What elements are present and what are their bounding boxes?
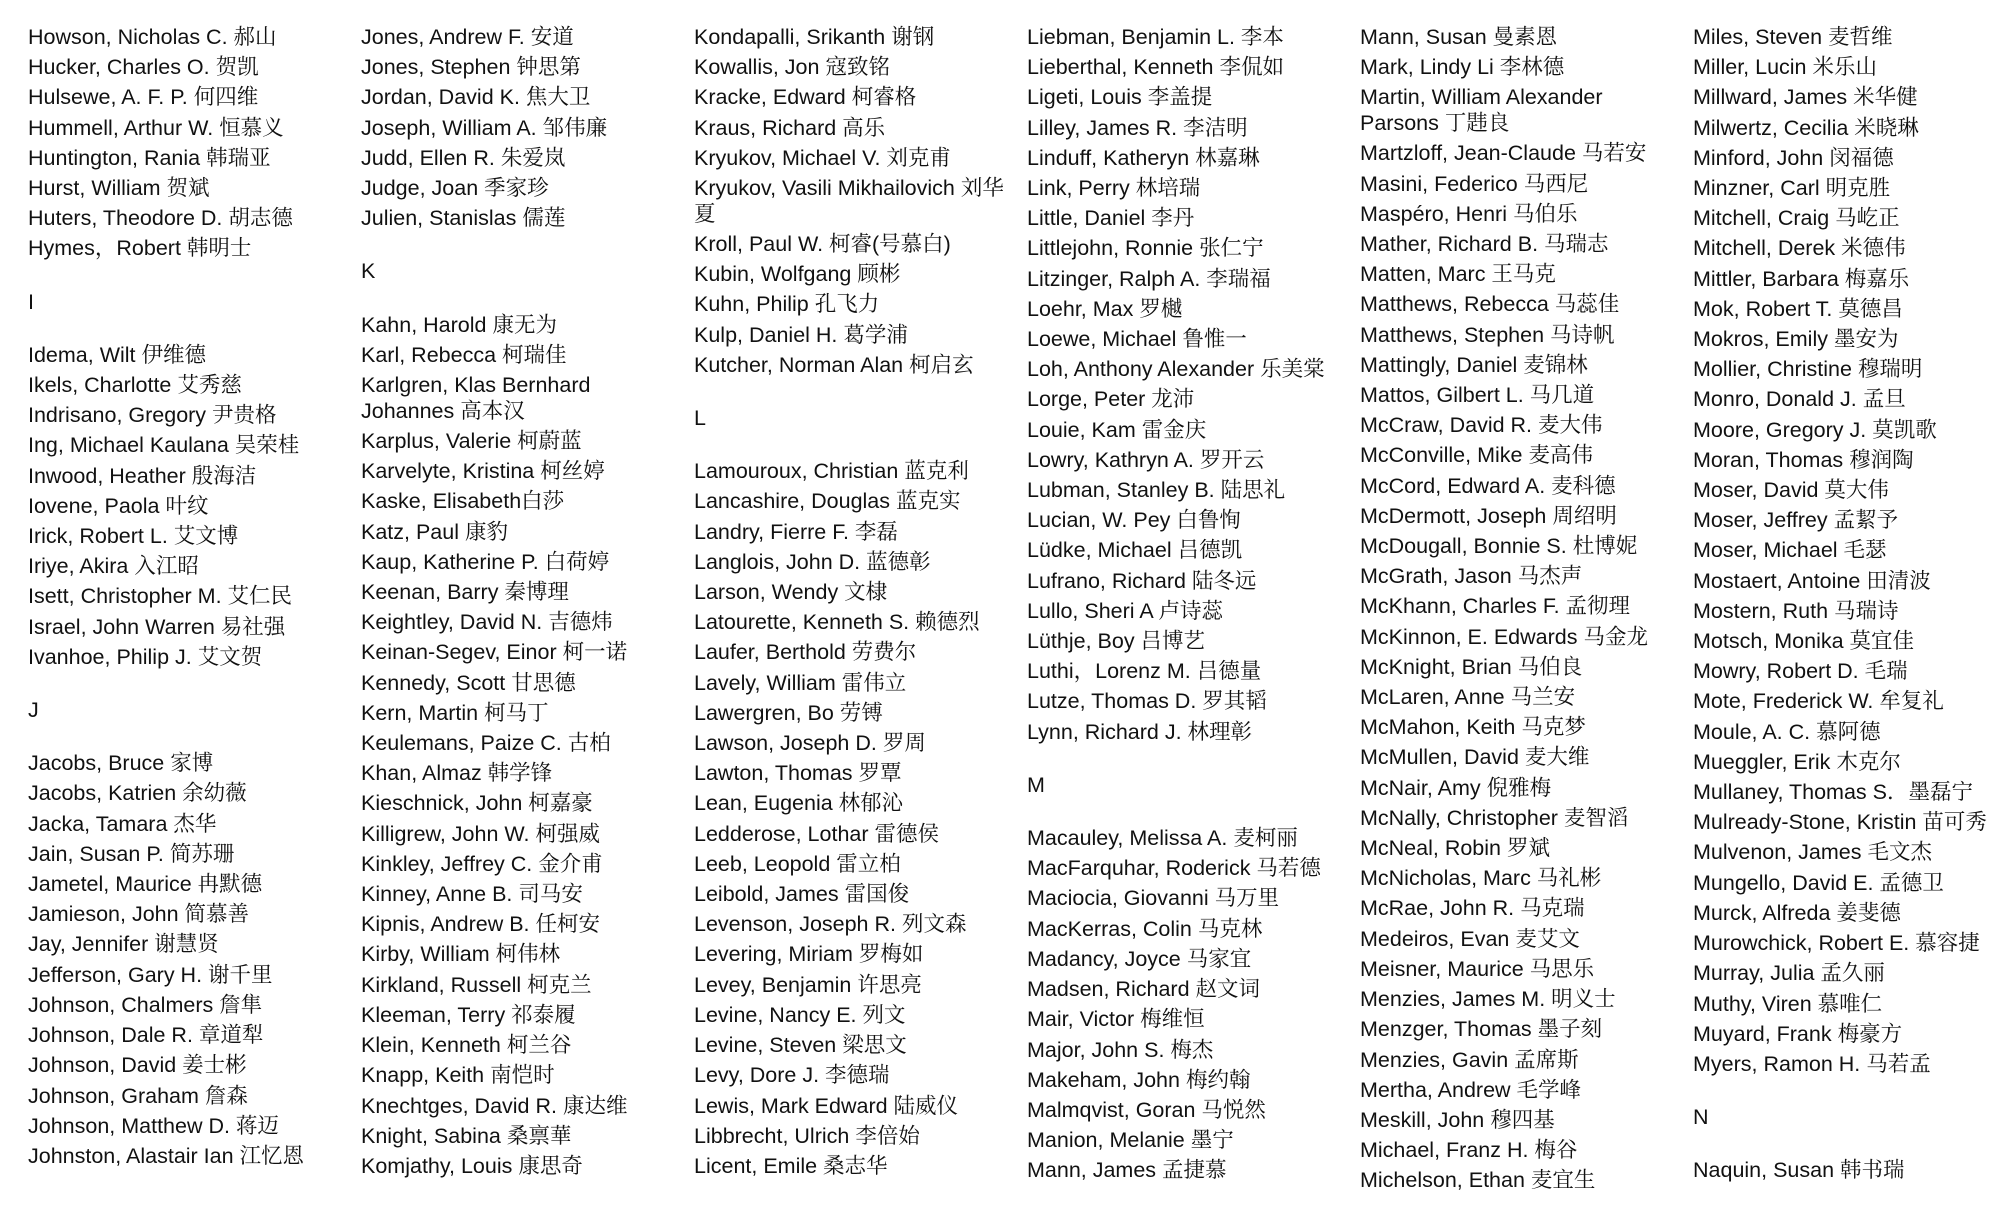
index-entry: Ligeti, Louis 李盖提 [1027, 85, 1213, 110]
index-entry: Louie, Kam 雷金庆 [1027, 417, 1207, 442]
index-entry: Moser, Jeffrey 孟絜予 [1693, 508, 1899, 533]
index-entry: Minzner, Carl 明克胜 [1693, 176, 1891, 201]
index-entry: Miles, Steven 麦哲维 [1693, 25, 1893, 49]
index-entry: Milwertz, Cecilia 米晓琳 [1693, 115, 1919, 140]
index-entry: McMahon, Keith 马克梦 [1360, 715, 1586, 740]
index-entry: Lüthje, Boy 吕博艺 [1027, 629, 1206, 654]
index-entry: Mertha, Andrew 毛学峰 [1360, 1077, 1582, 1102]
index-entry: Karlgren, Klas Bernhard Johannes 高本汉 [361, 373, 591, 424]
index-entry: Menzger, Thomas 墨子刻 [1360, 1017, 1603, 1042]
index-entry: Hymes，Robert 韩明士 [28, 236, 252, 261]
index-entry: Klein, Kenneth 柯兰谷 [361, 1033, 572, 1058]
index-entry: Mark, Lindy Li 李林德 [1360, 55, 1565, 80]
section-letter: K [361, 259, 376, 284]
index-entry: Lamouroux, Christian 蓝克利 [694, 459, 969, 484]
index-entry: Loehr, Max 罗樾 [1027, 296, 1183, 321]
index-entry: Julien, Stanislas 儒莲 [361, 206, 566, 231]
section-letter: N [1693, 1105, 1709, 1130]
index-entry: Keinan-Segev, Einor 柯一诺 [361, 640, 628, 665]
index-column-2 [361, 22, 694, 1224]
index-entry: Judd, Ellen R. 朱爱岚 [361, 145, 566, 170]
index-entry: Lavely, William 雷伟立 [694, 670, 907, 695]
index-entry: Lorge, Peter 龙沛 [1027, 387, 1195, 412]
index-entry: Lawson, Joseph D. 罗周 [694, 731, 926, 756]
index-entry: Mostaert, Antoine 田清波 [1693, 568, 1931, 593]
index-entry: Ikels, Charlotte 艾秀慈 [28, 373, 242, 398]
index-entry: Malmqvist, Goran 马悦然 [1027, 1097, 1266, 1122]
index-entry: Kern, Martin 柯马丁 [361, 700, 549, 725]
index-entry: Mather, Richard B. 马瑞志 [1360, 232, 1609, 257]
index-entry: Moser, Michael 毛瑟 [1693, 538, 1887, 563]
index-entry: Jones, Stephen 钟思第 [361, 55, 581, 80]
index-entry: Mulready-Stone, Kristin 苗可秀 [1693, 810, 1987, 835]
index-entry: McDermott, Joseph 周绍明 [1360, 503, 1617, 528]
index-entry: Levering, Miriam 罗梅如 [694, 942, 924, 967]
index-entry: Johnson, Chalmers 詹隼 [28, 992, 263, 1017]
index-entry: Martin, William Alexander Parsons 丁韪良 [1360, 85, 1603, 136]
index-entry: Maciocia, Giovanni 马万里 [1027, 886, 1280, 911]
index-entry: Michelson, Ethan 麦宜生 [1360, 1168, 1596, 1193]
index-entry: Mann, Susan 曼素恩 [1360, 25, 1558, 49]
index-entry: Irick, Robert L. 艾文博 [28, 524, 239, 549]
index-entry: Hucker, Charles O. 贺凯 [28, 55, 259, 80]
index-entry: Macauley, Melissa A. 麦柯丽 [1027, 826, 1298, 851]
index-column-1 [28, 22, 361, 1224]
index-entry: Lutze, Thomas D. 罗其韬 [1027, 689, 1267, 714]
index-entry: Kraus, Richard 高乐 [694, 115, 886, 140]
index-entry: Karplus, Valerie 柯蔚蓝 [361, 429, 582, 454]
index-entry: Kaske, Elisabeth白莎 [361, 489, 565, 514]
index-entry: Litzinger, Ralph A. 李瑞福 [1027, 266, 1271, 291]
index-entry: McNeal, Robin 罗斌 [1360, 836, 1550, 861]
index-entry: Karvelyte, Kristina 柯丝婷 [361, 459, 605, 484]
index-entry: Murray, Julia 孟久丽 [1693, 961, 1885, 986]
index-entry: Kulp, Daniel H. 葛学浦 [694, 322, 908, 347]
index-entry: Myers, Ramon H. 马若孟 [1693, 1051, 1931, 1076]
index-entry: Lullo, Sheri A 卢诗蕊 [1027, 598, 1223, 623]
index-entry: Mair, Victor 梅维恒 [1027, 1007, 1205, 1032]
index-entry: Lawergren, Bo 劳镈 [694, 700, 883, 725]
index-entry: Judge, Joan 季家珍 [361, 176, 549, 201]
index-entry: McCord, Edward A. 麦科德 [1360, 473, 1616, 498]
index-entry: Langlois, John D. 蓝德彰 [694, 549, 931, 574]
index-entry: Lubman, Stanley B. 陆思礼 [1027, 478, 1286, 503]
index-entry: McGrath, Jason 马杰声 [1360, 564, 1583, 589]
index-entry: Lowry, Kathryn A. 罗开云 [1027, 447, 1265, 472]
index-entry: Komjathy, Louis 康思奇 [361, 1153, 583, 1178]
section-letter: M [1027, 772, 1045, 797]
index-entry: Latourette, Kenneth S. 赖德烈 [694, 610, 980, 635]
index-entry: Jay, Jennifer 谢慧贤 [28, 932, 219, 957]
index-entry: McLaren, Anne 马兰安 [1360, 685, 1576, 710]
index-entry: Lüdke, Michael 吕德凯 [1027, 538, 1243, 563]
index-entry: Moule, A. C. 慕阿德 [1693, 719, 1881, 744]
index-entry: Minford, John 闵福德 [1693, 145, 1894, 170]
index-entry: Mungello, David E. 孟德卫 [1693, 870, 1944, 895]
index-entry: Knechtges, David R. 康达维 [361, 1093, 628, 1118]
index-entry: Jain, Susan P. 简苏珊 [28, 841, 235, 866]
index-entry: Mueggler, Erik 木克尔 [1693, 749, 1901, 774]
index-entry: Moran, Thomas 穆润陶 [1693, 447, 1914, 472]
index-entry: Masini, Federico 马西尼 [1360, 171, 1589, 196]
index-entry: Mowry, Robert D. 毛瑞 [1693, 659, 1908, 684]
index-entry: MacKerras, Colin 马克林 [1027, 916, 1263, 941]
index-entry: Mostern, Ruth 马瑞诗 [1693, 598, 1899, 623]
index-entry: Huters, Theodore D. 胡志德 [28, 206, 293, 231]
section-letter: I [28, 289, 34, 314]
index-entry: Little, Daniel 李丹 [1027, 206, 1195, 231]
index-entry: Muthy, Viren 慕唯仁 [1693, 991, 1883, 1016]
index-entry: McKhann, Charles F. 孟彻理 [1360, 594, 1631, 619]
index-entry: Idema, Wilt 伊维德 [28, 342, 206, 367]
index-entry: Isett, Christopher M. 艾仁民 [28, 584, 293, 609]
index-entry: Medeiros, Evan 麦艾文 [1360, 926, 1580, 951]
index-entry: Ledderose, Lothar 雷德侯 [694, 821, 939, 846]
index-entry: Iovene, Paola 叶纹 [28, 493, 209, 518]
index-entry: Iriye, Akira 入江昭 [28, 554, 199, 579]
index-entry: Madsen, Richard 赵文词 [1027, 977, 1260, 1002]
index-entry: Huntington, Rania 韩瑞亚 [28, 145, 271, 170]
index-entry: Jamieson, John 简慕善 [28, 902, 250, 927]
index-entry: Kipnis, Andrew B. 任柯安 [361, 912, 600, 937]
index-entry: Mattingly, Daniel 麦锦林 [1360, 352, 1588, 377]
index-entry: McKinnon, E. Edwards 马金龙 [1360, 624, 1648, 649]
index-entry: Kleeman, Terry 祁泰履 [361, 1002, 576, 1027]
index-entry: McDougall, Bonnie S. 杜博妮 [1360, 534, 1638, 559]
index-entry: Kinkley, Jeffrey C. 金介甫 [361, 851, 603, 876]
index-entry: Kirby, William 柯伟林 [361, 942, 561, 967]
index-entry: McCraw, David R. 麦大伟 [1360, 413, 1603, 438]
index-entry: Mann, James 孟捷慕 [1027, 1158, 1227, 1183]
index-entry: Leeb, Leopold 雷立柏 [694, 851, 901, 876]
index-entry: Killigrew, John W. 柯强威 [361, 821, 600, 846]
index-entry: McNicholas, Marc 马礼彬 [1360, 866, 1602, 891]
index-entry: Johnston, Alastair Ian 江忆恩 [28, 1143, 305, 1168]
index-entry: Jacka, Tamara 杰华 [28, 811, 217, 836]
index-entry: Moser, David 莫大伟 [1693, 478, 1889, 503]
index-entry: Knapp, Keith 南恺时 [361, 1063, 555, 1088]
index-entry: Matten, Marc 王马克 [1360, 262, 1556, 287]
index-entry: Loewe, Michael 鲁惟一 [1027, 327, 1247, 352]
index-column-6 [1693, 22, 2014, 1224]
index-entry: Kirkland, Russell 柯克兰 [361, 972, 592, 997]
index-entry: Loh, Anthony Alexander 乐美棠 [1027, 357, 1325, 382]
index-entry: Matthews, Stephen 马诗帆 [1360, 322, 1615, 347]
index-entry: Manion, Melanie 墨宁 [1027, 1128, 1234, 1153]
index-entry: Landry, Fierre F. 李磊 [694, 519, 898, 544]
index-entry: Leibold, James 雷国俊 [694, 882, 910, 907]
index-entry: Kaup, Katherine P. 白荷婷 [361, 549, 610, 574]
index-entry: Ivanhoe, Philip J. 艾文贺 [28, 644, 263, 669]
index-entry: Lufrano, Richard 陆冬远 [1027, 568, 1257, 593]
index-entry: Johnson, Graham 詹森 [28, 1083, 248, 1108]
index-entry: Lancashire, Douglas 蓝克实 [694, 489, 961, 514]
index-entry: Lilley, James R. 李洁明 [1027, 115, 1248, 140]
index-entry: McMullen, David 麦大维 [1360, 745, 1590, 770]
index-entry: Matthews, Rebecca 马蕊佳 [1360, 292, 1620, 317]
index-entry: Kieschnick, John 柯嘉豪 [361, 791, 593, 816]
index-entry: Levy, Dore J. 李德瑞 [694, 1063, 890, 1088]
index-entry: Johnson, Dale R. 章道犁 [28, 1023, 264, 1048]
index-entry: Hummell, Arthur W. 恒慕义 [28, 115, 284, 140]
index-entry: Mollier, Christine 穆瑞明 [1693, 357, 1923, 382]
index-entry: Knight, Sabina 桑禀華 [361, 1123, 572, 1148]
index-entry: Lawton, Thomas 罗覃 [694, 761, 902, 786]
index-entry: Moore, Gregory J. 莫凯歌 [1693, 417, 1937, 442]
index-entry: Jefferson, Gary H. 谢千里 [28, 962, 273, 987]
index-entry: McKnight, Brian 马伯良 [1360, 654, 1583, 679]
index-entry: Lieberthal, Kenneth 李侃如 [1027, 55, 1284, 80]
index-entry: Larson, Wendy 文棣 [694, 580, 888, 605]
index-entry: Kuhn, Philip 孔飞力 [694, 292, 880, 317]
index-entry: Kahn, Harold 康无为 [361, 312, 557, 337]
index-entry: Keenan, Barry 秦博理 [361, 580, 569, 605]
index-entry: Hurst, William 贺斌 [28, 176, 210, 201]
index-entry: Jametel, Maurice 冉默德 [28, 872, 263, 897]
index-entry: Joseph, William A. 邹伟廉 [361, 115, 608, 140]
index-entry: Menzies, Gavin 孟席斯 [1360, 1047, 1579, 1072]
index-entry: Luthi，Lorenz M. 吕德量 [1027, 659, 1262, 684]
index-entry: McRae, John R. 马克瑞 [1360, 896, 1585, 921]
index-entry: Khan, Almaz 韩学锋 [361, 761, 553, 786]
section-letter: J [28, 698, 39, 723]
index-entry: Karl, Rebecca 柯瑞佳 [361, 342, 567, 367]
index-entry: Monro, Donald J. 孟旦 [1693, 387, 1906, 412]
index-entry: Kubin, Wolfgang 顾彬 [694, 262, 901, 287]
index-entry: Howson, Nicholas C. 郝山 [28, 25, 277, 49]
index-entry: Kryukov, Michael V. 刘克甫 [694, 145, 951, 170]
index-entry: Hulsewe, A. F. P. 何四维 [28, 85, 259, 110]
index-entry: Mittler, Barbara 梅嘉乐 [1693, 266, 1910, 291]
index-entry: Motsch, Monika 莫宜佳 [1693, 629, 1915, 654]
index-entry: Johnson, David 姜士彬 [28, 1053, 247, 1078]
index-entry: Mitchell, Craig 马屹正 [1693, 206, 1900, 231]
index-entry: McNally, Christopher 麦智滔 [1360, 805, 1629, 830]
index-entry: Murck, Alfreda 姜斐德 [1693, 900, 1901, 925]
index-entry: Kryukov, Vasili Mikhailovich 刘华夏 [694, 176, 1004, 227]
index-entry: Lynn, Richard J. 林理彰 [1027, 719, 1253, 744]
index-entry: MacFarquhar, Roderick 马若德 [1027, 856, 1321, 881]
index-entry: Michael, Franz H. 梅谷 [1360, 1138, 1578, 1163]
index-entry: McConville, Mike 麦高伟 [1360, 443, 1593, 468]
section-letter: L [694, 406, 706, 431]
index-entry: Miller, Lucin 米乐山 [1693, 55, 1877, 80]
index-entry: Muyard, Frank 梅豪方 [1693, 1021, 1903, 1046]
index-column-5 [1360, 22, 1693, 1224]
index-entry: Mok, Robert T. 莫德昌 [1693, 296, 1903, 321]
index-entry: Lean, Eugenia 林郁沁 [694, 791, 904, 816]
index-entry: Jacobs, Bruce 家博 [28, 751, 214, 776]
index-column-3 [694, 22, 1027, 1224]
index-entry: Meskill, John 穆四基 [1360, 1107, 1555, 1132]
index-entry: Mattos, Gilbert L. 马几道 [1360, 383, 1595, 408]
index-entry: Martzloff, Jean-Claude 马若安 [1360, 141, 1647, 166]
index-entry: Jones, Andrew F. 安道 [361, 25, 574, 49]
index-entry: Indrisano, Gregory 尹贵格 [28, 403, 277, 428]
index-entry: Kroll, Paul W. 柯睿(号慕白) [694, 232, 951, 257]
index-entry: Meisner, Maurice 马思乐 [1360, 956, 1595, 981]
index-entry: Levenson, Joseph R. 列文森 [694, 912, 967, 937]
index-entry: Laufer, Berthold 劳费尔 [694, 640, 917, 665]
index-entry: Kutcher, Norman Alan 柯启玄 [694, 352, 974, 377]
index-column-4 [1027, 22, 1360, 1224]
index-entry: Millward, James 米华健 [1693, 85, 1918, 110]
index-entry: Link, Perry 林培瑞 [1027, 176, 1201, 201]
index-entry: Ing, Michael Kaulana 吴荣桂 [28, 433, 300, 458]
index-entry: Maspéro, Henri 马伯乐 [1360, 201, 1578, 226]
index-entry: Littlejohn, Ronnie 张仁宁 [1027, 236, 1264, 261]
index-entry: Major, John S. 梅杰 [1027, 1037, 1214, 1062]
index-entry: Libbrecht, Ulrich 李倍始 [694, 1123, 920, 1148]
index-entry: Linduff, Katheryn 林嘉琳 [1027, 145, 1260, 170]
index-entry: Kennedy, Scott 甘思德 [361, 670, 576, 695]
index-entry: Lucian, W. Pey 白鲁恂 [1027, 508, 1241, 533]
index-entry: Johnson, Matthew D. 蒋迈 [28, 1113, 279, 1138]
index-entry: Mokros, Emily 墨安为 [1693, 327, 1899, 352]
index-entry: Liebman, Benjamin L. 李本 [1027, 25, 1284, 49]
index-entry: Levine, Steven 梁思文 [694, 1033, 907, 1058]
index-entry: Jordan, David K. 焦大卫 [361, 85, 591, 110]
index-entry: Mote, Frederick W. 牟复礼 [1693, 689, 1944, 714]
index-entry: Katz, Paul 康豹 [361, 519, 508, 544]
index-entry: Kracke, Edward 柯睿格 [694, 85, 917, 110]
index-entry: Lewis, Mark Edward 陆威仪 [694, 1093, 959, 1118]
index-entry: Keulemans, Paize C. 古柏 [361, 731, 611, 756]
index-entry: Murowchick, Robert E. 慕容捷 [1693, 931, 1980, 956]
index-entry: Israel, John Warren 易社强 [28, 614, 286, 639]
index-entry: Kinney, Anne B. 司马安 [361, 882, 583, 907]
index-entry: Keightley, David N. 吉德炜 [361, 610, 613, 635]
index-entry: Inwood, Heather 殷海洁 [28, 463, 257, 488]
index-entry: McNair, Amy 倪雅梅 [1360, 775, 1552, 800]
index-entry: Mitchell, Derek 米德伟 [1693, 236, 1906, 261]
index-entry: Naquin, Susan 韩书瑞 [1693, 1158, 1905, 1183]
index-entry: Mulvenon, James 毛文杰 [1693, 840, 1932, 865]
index-entry: Mullaney, Thomas S．墨磊宁 [1693, 780, 1973, 805]
index-entry: Makeham, John 梅约翰 [1027, 1067, 1251, 1092]
index-entry: Licent, Emile 桑志华 [694, 1153, 888, 1178]
index-entry: Menzies, James M. 明义士 [1360, 987, 1616, 1012]
index-entry: Jacobs, Katrien 余幼薇 [28, 781, 247, 806]
index-entry: Levey, Benjamin 许思亮 [694, 972, 922, 997]
index-entry: Levine, Nancy E. 列文 [694, 1002, 906, 1027]
index-entry: Kowallis, Jon 寇致铭 [694, 55, 890, 80]
index-entry: Madancy, Joyce 马家宜 [1027, 946, 1252, 971]
index-entry: Kondapalli, Srikanth 谢钢 [694, 25, 935, 49]
